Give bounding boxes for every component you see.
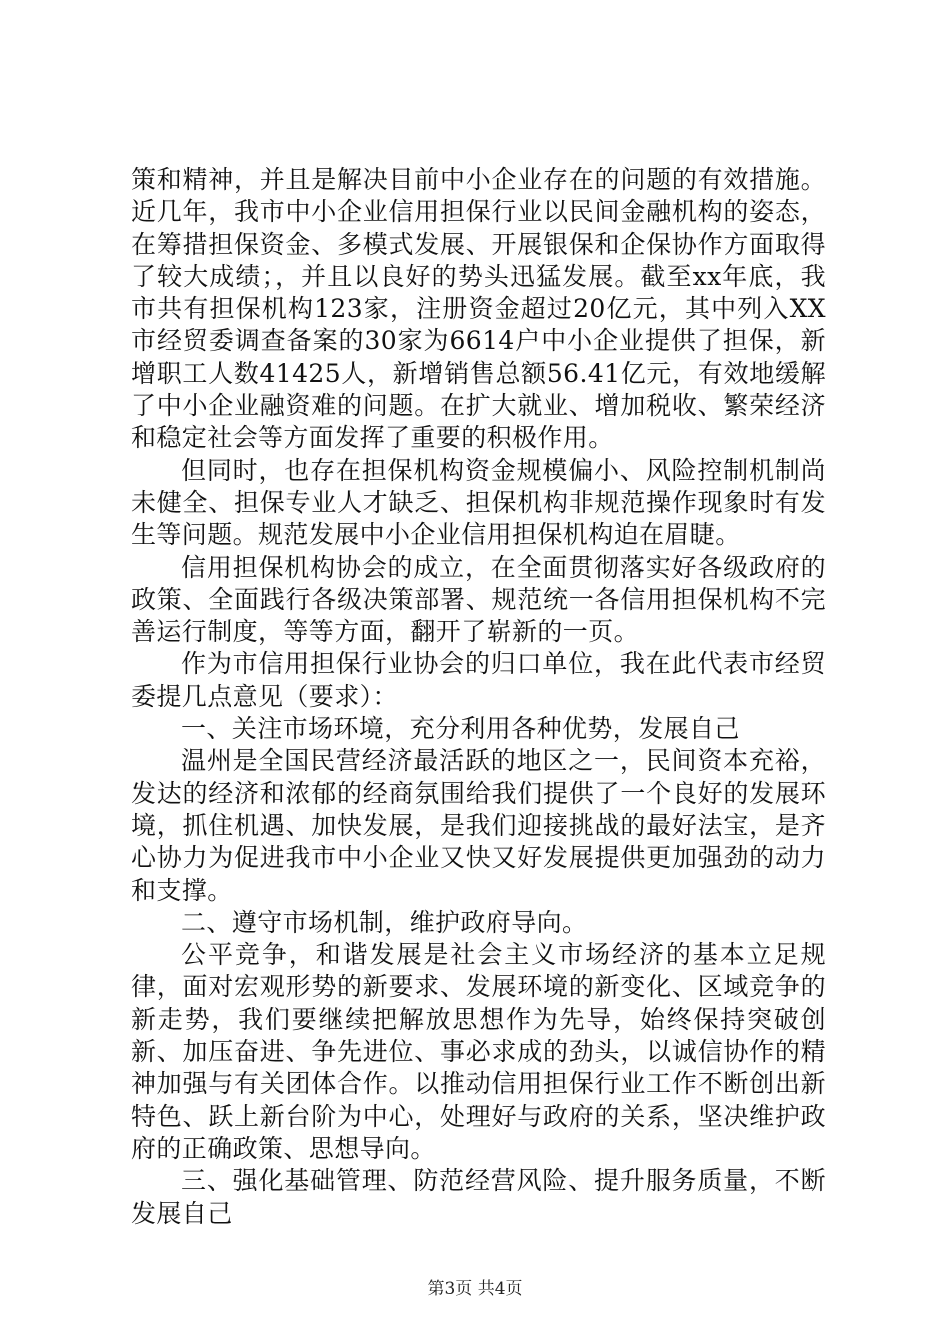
section-heading-three: 三、强化基础管理、防范经营风险、提升服务质量，不断发展自己 bbox=[131, 1166, 826, 1228]
section-heading-two: 二、遵守市场机制，维护政府导向。 bbox=[181, 907, 588, 937]
page-number-footer: 第3页 共4页 bbox=[427, 1279, 523, 1299]
paragraph-intro-continuation: 策和精神，并且是解决目前中小企业存在的问题的有效措施。近几年，我市中小企业信用担保行业以民间金融机构的姿态，在筹措担保资金、多模式发展、开展银保和企保协作方面取得了较大成绩；，并且以良好的势头迅猛发展。截至xx年底，我市共有担保机构123家，注册资金超过20亿元，其中列入XX市经贸委调查备案的30家为6614户中小企业提供了担保，新增职工人数41425人，新增销售总额56.41亿元，有效地缓解了中小企业融资难的问题。在扩大就业、增加税收、繁荣经济和稳定社会等方面发挥了重要的积极作用。 bbox=[131, 165, 826, 453]
paragraph-wenzhou: 温州是全国民营经济最活跃的地区之一，民间资本充裕，发达的经济和浓郁的经商氛围给我们提供了一个良好的发展环境，抓住机遇、加快发展，是我们迎接挑战的最好法宝，是齐心协力为促进我市中小企业又快又好发展提供更加强劲的动力和支撑。 bbox=[131, 746, 826, 905]
paragraph-fair-competition: 公平竞争，和谐发展是社会主义市场经济的基本立足规律，面对宏观形势的新要求、发展环境的新变化、区域竞争的新走势，我们要继续把解放思想作为先导，始终保持突破创新、加压奋进、争先进位、事必求成的劲头，以诚信协作的精神加强与有关团体合作。以推动信用担保行业工作不断创出新特色、跃上新台阶为中心，处理好与政府的关系，坚决维护政府的正确政策、思想导向。 bbox=[131, 940, 826, 1163]
document-body bbox=[131, 164, 826, 1230]
paragraph-association: 信用担保机构协会的成立，在全面贯彻落实好各级政府的政策、全面践行各级决策部署、规范统一各信用担保机构不完善运行制度，等等方面，翻开了崭新的一页。 bbox=[131, 552, 826, 647]
paragraph-risks: 但同时，也存在担保机构资金规模偏小、风险控制机制尚未健全、担保专业人才缺乏、担保机构非规范操作现象时有发生等问题。规范发展中小企业信用担保机构迫在眉睫。 bbox=[131, 455, 826, 550]
paragraph-opinions-intro: 作为市信用担保行业协会的归口单位，我在此代表市经贸委提几点意见（要求）： bbox=[131, 649, 826, 711]
section-heading-one: 一、关注市场环境，充分利用各种优势，发展自己 bbox=[181, 714, 740, 744]
